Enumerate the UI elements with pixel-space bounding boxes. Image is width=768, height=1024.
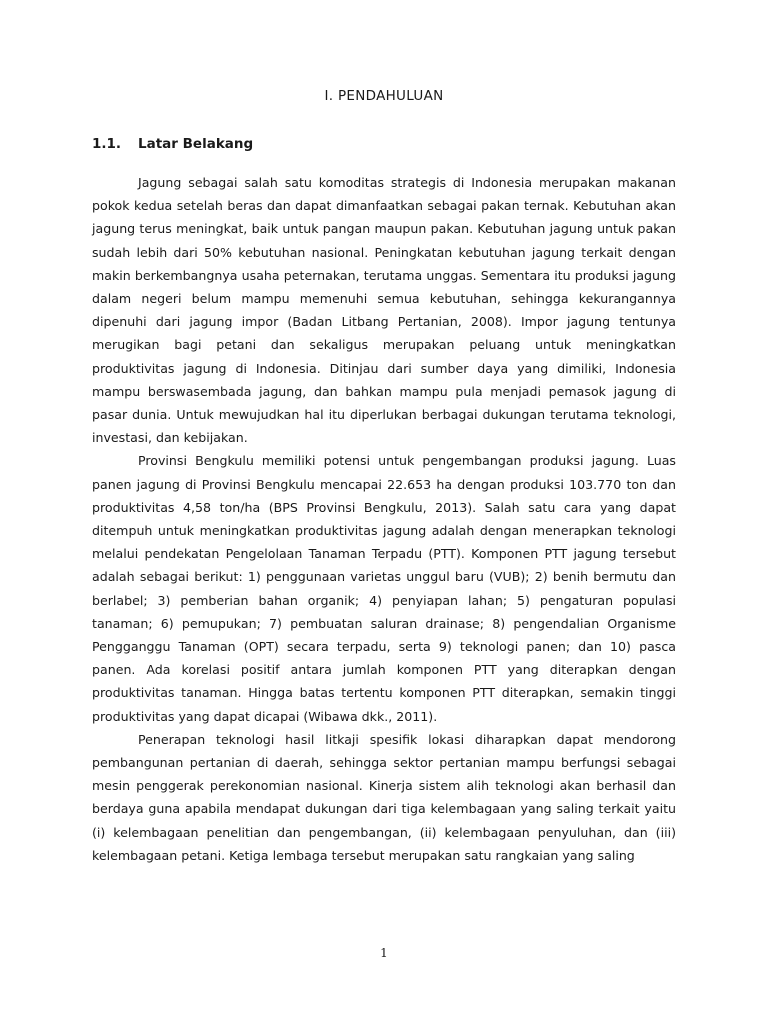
section-number: 1.1. <box>92 136 122 152</box>
page-number: 1 <box>380 946 388 960</box>
chapter-title: I. PENDAHULUAN <box>324 88 444 104</box>
section-title: Latar Belakang <box>138 136 254 152</box>
body-text <box>92 171 676 867</box>
paragraph: Jagung sebagai salah satu komoditas strategis di Indonesia merupakan makanan pokok kedua setelah beras dan dapat dimanfaatkan sebagai pakan ternak. Kebutuhan akan jagung terus meningkat, baik untuk pangan maupun pakan. Kebutuhan jagung untuk pakan sudah lebih dari 50% kebutuhan nasional. Peningkatan kebutuhan jagung terkait dengan makin berkembangnya usaha peternakan, terutama unggas. Sementara itu produksi jagung dalam negeri belum mampu memenuhi semua kebutuhan, sehingga kekurangannya dipenuhi dari jagung impor (Badan Litbang Pertanian, 2008). Impor jagung tentunya merugikan bagi petani dan sekaligus merupakan peluang untuk meningkatkan produktivitas jagung di Indonesia. Ditinjau dari sumber daya yang dimiliki, Indonesia mampu berswasembada jagung, dan bahkan mampu pula menjadi pemasok jagung di pasar dunia. Untuk mewujudkan hal itu diperlukan berbagai dukungan terutama teknologi, investasi, dan kebijakan. <box>92 175 676 446</box>
section-heading <box>92 136 253 152</box>
paragraph: Penerapan teknologi hasil litkaji spesifik lokasi diharapkan dapat mendorong pembangunan pertanian di daerah, sehingga sektor pertanian mampu berfungsi sebagai mesin penggerak perekonomian nasional. Kinerja sistem alih teknologi akan berhasil dan berdaya guna apabila mendapat dukungan dari tiga kelembagaan yang saling terkait yaitu (i) kelembagaan penelitian dan pengembangan, (ii) kelembagaan penyuluhan, dan (iii) kelembagaan petani. Ketiga lembaga tersebut merupakan satu rangkaian yang saling <box>92 731 676 863</box>
paragraph: Provinsi Bengkulu memiliki potensi untuk pengembangan produksi jagung. Luas panen jagung di Provinsi Bengkulu mencapai 22.653 ha dengan produksi 103.770 ton dan produktivitas 4,58 ton/ha (BPS Provinsi Bengkulu, 2013). Salah satu cara yang dapat ditempuh untuk meningkatkan produktivitas jagung adalah dengan menerapkan teknologi melalui pendekatan Pengelolaan Tanaman Terpadu (PTT). Komponen PTT jagung tersebut adalah sebagai berikut: 1) penggunaan varietas unggul baru (VUB); 2) benih bermutu dan berlabel; 3) pemberian bahan organik; 4) penyiapan lahan; 5) pengaturan populasi tanaman; 6) pemupukan; 7) pembuatan saluran drainase; 8) pengendalian Organisme Pengganggu Tanaman (OPT) secara terpadu, serta 9) teknologi panen; dan 10) pasca panen. Ada korelasi positif antara jumlah komponen PTT yang diterapkan dengan produktivitas tanaman. Hingga batas tertentu komponen PTT diterapkan, semakin tinggi produktivitas yang dapat dicapai (Wibawa dkk., 2011). <box>92 453 676 724</box>
